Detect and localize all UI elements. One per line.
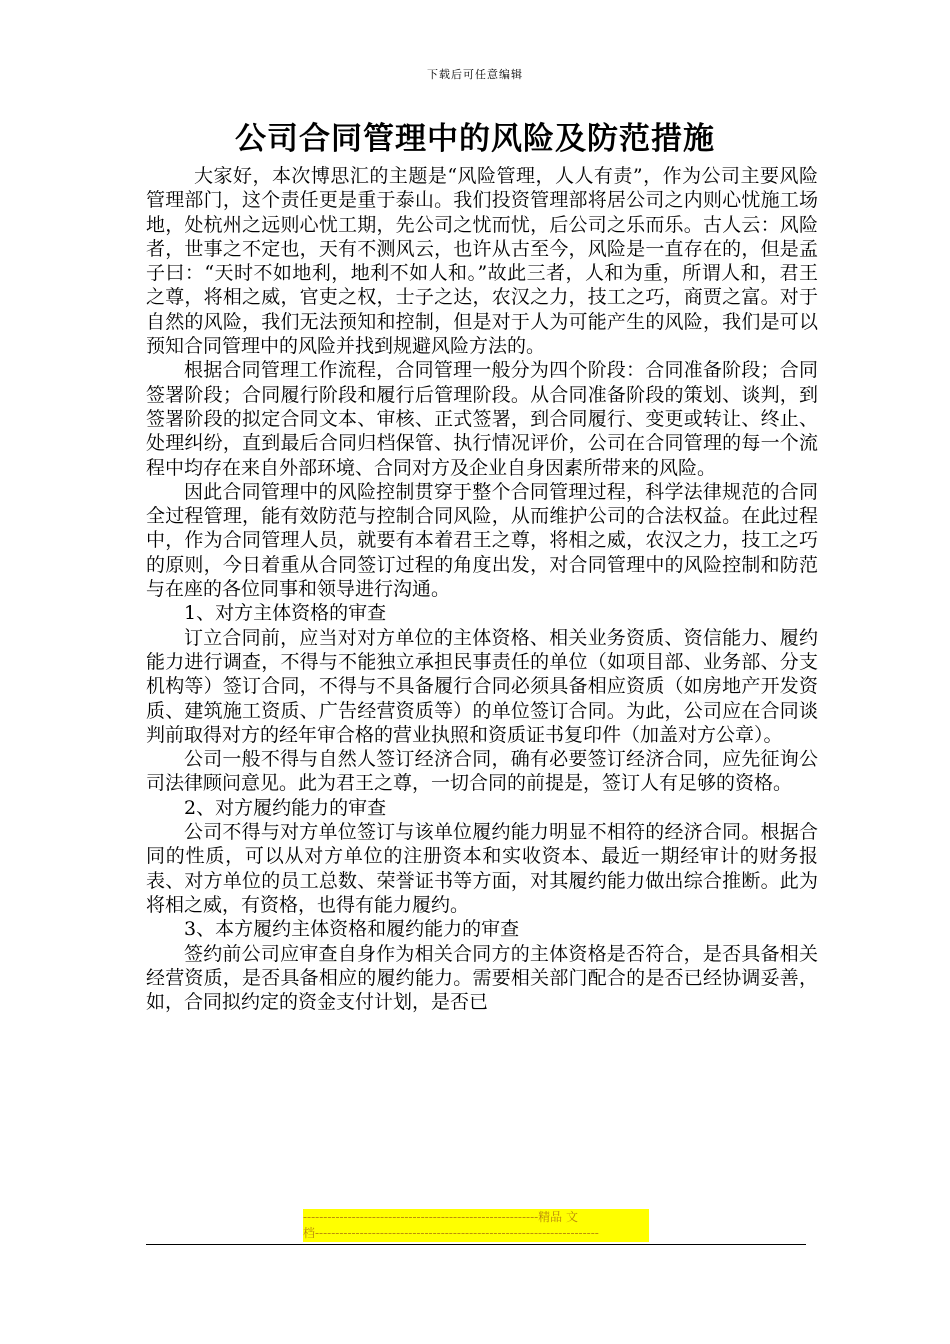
paragraph-self-review: 签约前公司应审查自身作为相关合同方的主体资格是否符合，是否具备相关经营资质，是否具备相应的履约能力。需要相关部门配合的是否已经协调妥善，如，合同拟约定的资金支付计划，是否已 [146, 942, 818, 1014]
paragraph-performance-ability: 公司不得与对方单位签订与该单位履约能力明显不相符的经济合同。根据合同的性质，可以从对方单位的注册资本和实收资本、最近一期经审计的财务报表、对方单位的员工总数、荣誉证书等方面，对其履约能力做出综合推断。此为将相之威，有资格，也得有能力履约。 [146, 821, 818, 916]
document-title: 公司合同管理中的风险及防范措施 [235, 121, 715, 157]
document-body [146, 164, 818, 1014]
paragraph-natural-person: 公司一般不得与自然人签订经济合同，确有必要签订经济合同，应先征询公司法律顾问意见。此为君王之尊，一切合同的前提是，签订人有足够的资格。 [146, 748, 818, 795]
paragraph-risk-control: 因此合同管理中的风险控制贯穿于整个合同管理过程，科学法律规范的合同全过程管理，能有效防范与控制合同风险，从而维护公司的合法权益。在此过程中，作为合同管理人员，就要有本着君王之尊，将相之威，农汉之力，技工之巧的原则，今日着重从合同签订过程的角度出发，对合同管理中的风险控制和防范与在座的各位同事和领导进行沟通。 [146, 480, 818, 601]
section-heading-2: 2、对方履约能力的审查 [184, 796, 387, 819]
footer-divider [146, 1244, 806, 1245]
footer-line-1: ----------------------------------------------------------精品 文 [303, 1210, 578, 1224]
paragraph-workflow: 根据合同管理工作流程，合同管理一般分为四个阶段：合同准备阶段；合同签署阶段；合同履行阶段和履行后管理阶段。从合同准备阶段的策划、谈判，到签署阶段的拟定合同文本、审核、正式签署，到合同履行、变更或转让、终止、处理纠纷，直到最后合同归档保管、执行情况评价，公司在合同管理的每一个流程中均存在来自外部环境、合同对方及企业自身因素所带来的风险。 [146, 359, 818, 479]
paragraph-subject-qualification: 订立合同前，应当对对方单位的主体资格、相关业务资质、资信能力、履约能力进行调查，不得与不能独立承担民事责任的单位（如项目部、业务部、分支机构等）签订合同，不得与不具备履行合同必须具备相应资质（如房地产开发资质、建筑施工资质、广告经营资质等）的单位签订合同。为此，公司应在合同谈判前取得对方的经年审合格的营业执照和资质证书复印件（加盖对方公章）。 [146, 626, 818, 746]
header-note: 下载后可任意编辑 [427, 68, 523, 81]
footer-line-2: 档---------------------------------------------------------------------- [303, 1226, 599, 1240]
section-heading-3: 3、本方履约主体资格和履约能力的审查 [184, 918, 520, 941]
section-heading-1: 1、对方主体资格的审查 [184, 602, 387, 625]
paragraph-intro: 大家好，本次博思汇的主题是“风险管理，人人有责”，作为公司主要风险管理部门，这个责任更是重于泰山。我们投资管理部将居公司之内则心忧施工场地，处杭州之远则心忧工期，先公司之忧而忧，后公司之乐而乐。古人云：风险者，世事之不定也，天有不测风云，也许从古至今，风险是一直存在的，但是孟子曰：“天时不如地利，地利不如人和。”故此三者，人和为重，所谓人和，君王之尊，将相之威，官吏之权，士子之达，农汉之力，技工之巧，商贾之富。对于自然的风险，我们无法预知和控制，但是对于人为可能产生的风险，我们是可以预知合同管理中的风险并找到规避风险方法的。 [146, 165, 818, 358]
footer-watermark-band [303, 1209, 649, 1242]
